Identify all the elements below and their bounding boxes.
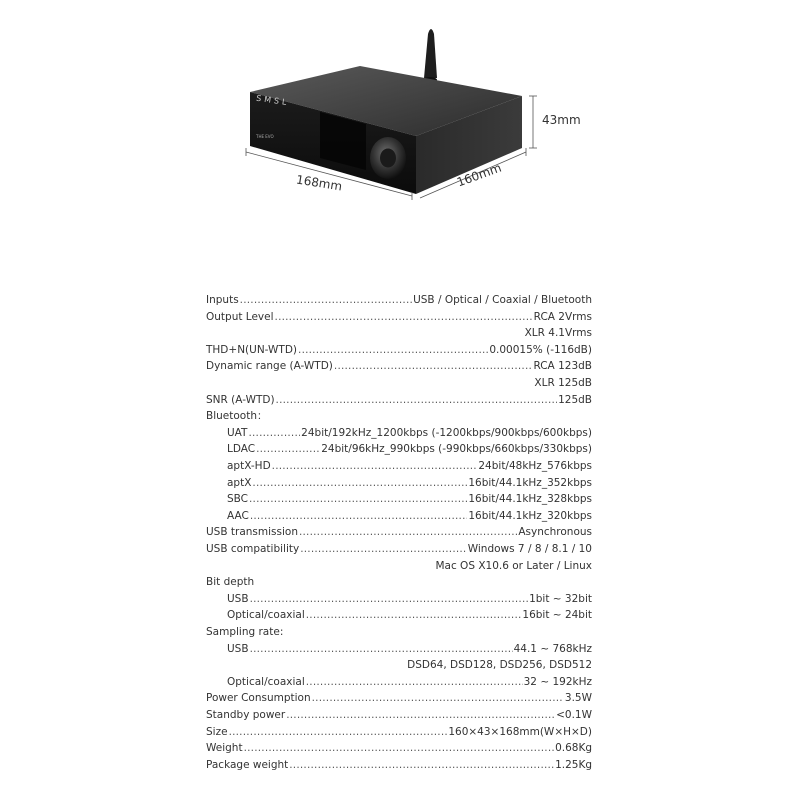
spec-row xyxy=(206,690,592,706)
dot-leader xyxy=(240,292,412,308)
spec-row xyxy=(227,441,592,457)
dot-leader xyxy=(299,524,517,540)
svg-text:THE EVO: THE EVO xyxy=(256,134,274,139)
dot-leader xyxy=(306,674,523,690)
spec-value: 0.00015% (-116dB) xyxy=(489,343,592,356)
spec-row xyxy=(227,458,592,474)
spec-label: Package weight xyxy=(206,758,289,771)
dac-device-image xyxy=(0,0,800,240)
spec-value: 24bit/48kHz_576kbps xyxy=(478,460,592,472)
dot-leader xyxy=(334,358,533,374)
spec-row xyxy=(206,342,592,358)
spec-row xyxy=(227,674,592,690)
dot-leader xyxy=(272,458,478,474)
spec-row xyxy=(206,740,592,756)
depth-dimension-label: 160mm xyxy=(455,160,504,190)
dot-leader xyxy=(286,707,555,723)
dot-leader xyxy=(276,392,558,408)
antenna-shape xyxy=(424,29,437,78)
spec-section-heading: Bluetooth： xyxy=(206,410,268,423)
width-dimension-label: 168mm xyxy=(295,172,344,194)
spec-value: Asynchronous xyxy=(518,526,592,539)
height-dimension-label: 43mm xyxy=(542,113,581,127)
spec-value-continuation: DSD64, DSD128, DSD256, DSD512 xyxy=(407,659,592,672)
spec-section-heading: Bit depth xyxy=(206,576,255,589)
spec-value: 125dB xyxy=(558,393,592,406)
dot-leader xyxy=(298,342,488,358)
spec-label: SNR (A-WTD) xyxy=(206,393,275,406)
spec-row xyxy=(227,641,592,657)
spec-value: 16bit ~ 24bit xyxy=(522,609,592,622)
spec-value: 16bit/44.1kHz_320kbps xyxy=(468,509,592,522)
spec-value: RCA 2Vrms xyxy=(533,310,592,323)
dot-leader xyxy=(244,740,554,756)
spec-section-heading: Sampling rate: xyxy=(206,626,284,638)
spec-value: RCA 123dB xyxy=(533,360,592,373)
dot-leader xyxy=(250,591,529,607)
spec-label: Weight xyxy=(206,742,243,755)
spec-label: aptX xyxy=(227,476,252,489)
spec-value: 44.1 ~ 768kHz xyxy=(513,642,592,655)
spec-label: aptX-HD xyxy=(227,460,271,472)
spec-label: SBC xyxy=(227,493,249,506)
spec-value: 3.5W xyxy=(564,692,592,705)
spec-value: 160×43×168mm(W×H×D) xyxy=(448,725,592,738)
spec-row xyxy=(206,707,592,723)
dot-leader xyxy=(250,508,468,524)
spec-value: 0.68Kg xyxy=(555,742,592,755)
spec-row xyxy=(206,358,592,374)
spec-value: 32 ~ 192kHz xyxy=(523,675,592,688)
spec-value: <0.1W xyxy=(556,709,592,721)
spec-row xyxy=(227,591,592,607)
spec-value-continuation: Mac OS X10.6 or Later / Linux xyxy=(435,559,592,572)
spec-label: Size xyxy=(206,725,228,738)
spec-row xyxy=(227,491,592,507)
spec-value: 16bit/44.1kHz_352kbps xyxy=(468,476,592,489)
spec-label: Dynamic range (A-WTD) xyxy=(206,360,333,373)
dot-leader xyxy=(249,491,467,507)
spec-value: USB / Optical / Coaxial / Bluetooth xyxy=(413,294,592,306)
spec-row xyxy=(206,309,592,325)
spec-row xyxy=(206,757,592,773)
spec-label: Optical/coaxial xyxy=(227,675,305,688)
spec-row xyxy=(206,292,592,308)
spec-value: 24bit/192kHz_1200kbps (-1200kbps/900kbps/600kbps) xyxy=(301,426,592,439)
spec-row xyxy=(206,724,592,740)
spec-row xyxy=(227,475,592,491)
dot-leader xyxy=(256,441,320,457)
spec-label: Standby power xyxy=(206,709,286,721)
spec-label: UAT xyxy=(227,426,248,439)
dot-leader xyxy=(250,641,513,657)
spec-label: USB transmission xyxy=(206,526,298,539)
spec-label: LDAC xyxy=(227,443,256,456)
spec-row xyxy=(227,425,592,441)
spec-value: 16bit/44.1kHz_328kbps xyxy=(468,493,592,506)
spec-label: AAC xyxy=(227,509,249,522)
spec-value-continuation: XLR 4.1Vrms xyxy=(524,327,592,340)
brand-logo: SMSL xyxy=(255,93,290,108)
dot-leader xyxy=(275,309,533,325)
spec-value: 24bit/96kHz_990kbps (-990kbps/660kbps/330kbps) xyxy=(321,443,592,456)
dot-leader xyxy=(229,724,448,740)
spec-value: 1.25Kg xyxy=(555,758,592,771)
dot-leader xyxy=(306,607,522,623)
product-illustration xyxy=(0,0,800,240)
spec-row xyxy=(227,508,592,524)
spec-label: THD+N(UN-WTD) xyxy=(206,343,298,356)
dot-leader xyxy=(248,425,300,441)
spec-value: 1bit ~ 32bit xyxy=(529,592,592,605)
spec-label: Inputs xyxy=(206,294,239,306)
spec-label: USB xyxy=(227,592,249,605)
spec-label: USB compatibility xyxy=(206,543,300,555)
spec-row xyxy=(206,524,592,540)
dot-leader xyxy=(312,690,564,706)
spec-label: Power Consumption xyxy=(206,692,311,705)
spec-value: Windows 7 / 8 / 8.1 / 10 xyxy=(467,543,592,555)
dot-leader xyxy=(289,757,554,773)
spec-label: Optical/coaxial xyxy=(227,609,305,622)
spec-row xyxy=(227,607,592,623)
spec-label: Output Level xyxy=(206,310,274,323)
spec-row xyxy=(206,541,592,557)
dot-leader xyxy=(300,541,467,557)
spec-label: USB xyxy=(227,642,249,655)
spec-row xyxy=(206,392,592,408)
dot-leader xyxy=(252,475,467,491)
spec-value-continuation: XLR 125dB xyxy=(534,377,592,389)
